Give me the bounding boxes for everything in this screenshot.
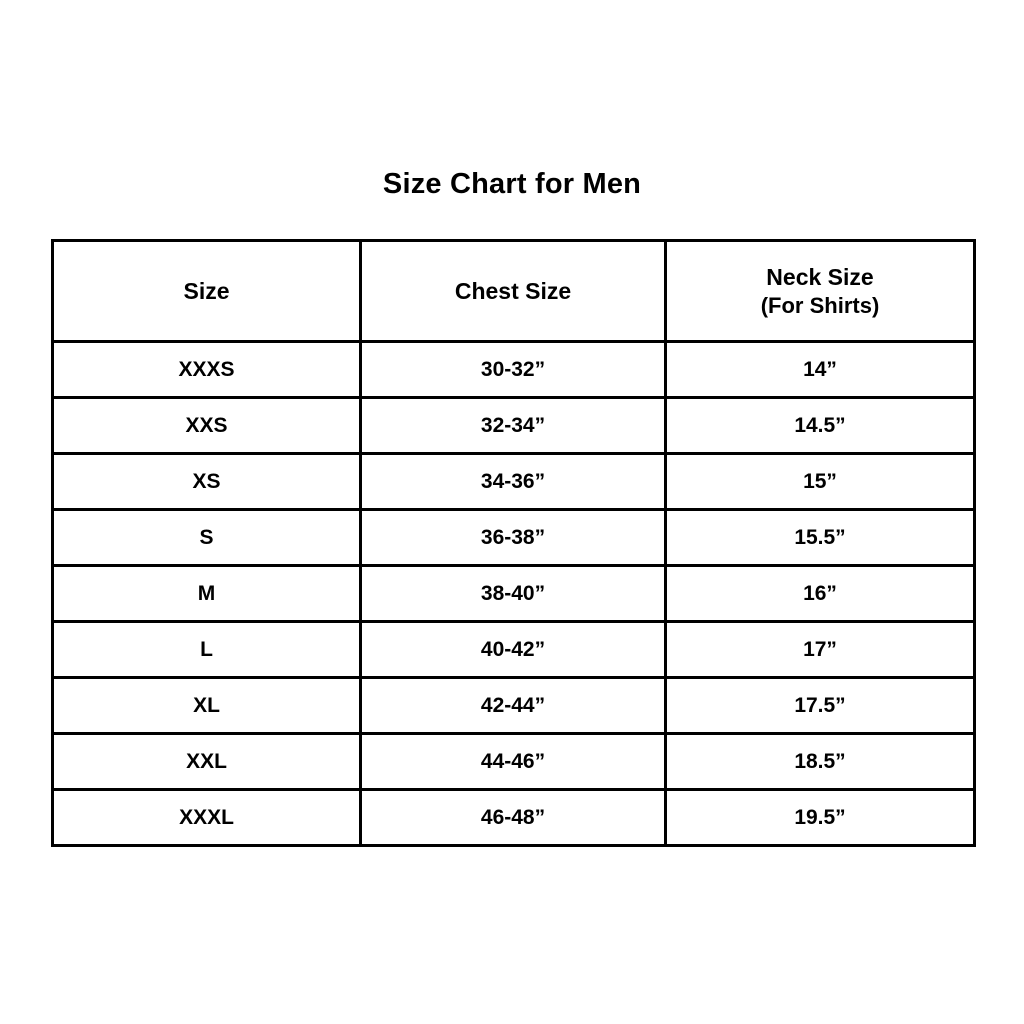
cell-size: XXS (53, 398, 361, 454)
table-row (53, 342, 975, 398)
cell-size: XL (53, 678, 361, 734)
cell-neck: 15” (666, 454, 975, 510)
page-title: Size Chart for Men (382, 168, 642, 200)
cell-size: XS (53, 454, 361, 510)
cell-size: L (53, 622, 361, 678)
column-header-neck-size-sublabel: (For Shirts) (760, 292, 880, 318)
cell-neck: 19.5” (666, 790, 975, 846)
cell-chest: 42-44” (361, 678, 666, 734)
table-header-row (53, 241, 975, 342)
table-row (53, 678, 975, 734)
table-header (53, 241, 975, 342)
table-row (53, 790, 975, 846)
cell-chest: 36-38” (361, 510, 666, 566)
cell-chest: 30-32” (361, 342, 666, 398)
cell-size: XXXL (53, 790, 361, 846)
column-header-size (53, 241, 361, 342)
column-header-neck-size (666, 241, 975, 342)
cell-neck: 16” (666, 566, 975, 622)
table-row (53, 734, 975, 790)
cell-chest: 32-34” (361, 398, 666, 454)
table-row (53, 454, 975, 510)
cell-chest: 40-42” (361, 622, 666, 678)
cell-size: S (53, 510, 361, 566)
cell-size: M (53, 566, 361, 622)
column-header-size-label: Size (183, 277, 230, 304)
column-header-neck-size-label: Neck Size (766, 263, 874, 290)
cell-neck: 17” (666, 622, 975, 678)
table-row (53, 566, 975, 622)
cell-chest: 38-40” (361, 566, 666, 622)
cell-neck: 14” (666, 342, 975, 398)
column-header-chest-size (361, 241, 666, 342)
cell-neck: 17.5” (666, 678, 975, 734)
table-row (53, 510, 975, 566)
column-header-chest-size-label: Chest Size (454, 277, 572, 304)
cell-size: XXL (53, 734, 361, 790)
cell-neck: 15.5” (666, 510, 975, 566)
table-row (53, 398, 975, 454)
table-row (53, 622, 975, 678)
cell-neck: 18.5” (666, 734, 975, 790)
cell-neck: 14.5” (666, 398, 975, 454)
cell-chest: 34-36” (361, 454, 666, 510)
table-body (53, 342, 975, 846)
cell-chest: 46-48” (361, 790, 666, 846)
size-chart-table (51, 239, 976, 847)
cell-chest: 44-46” (361, 734, 666, 790)
cell-size: XXXS (53, 342, 361, 398)
